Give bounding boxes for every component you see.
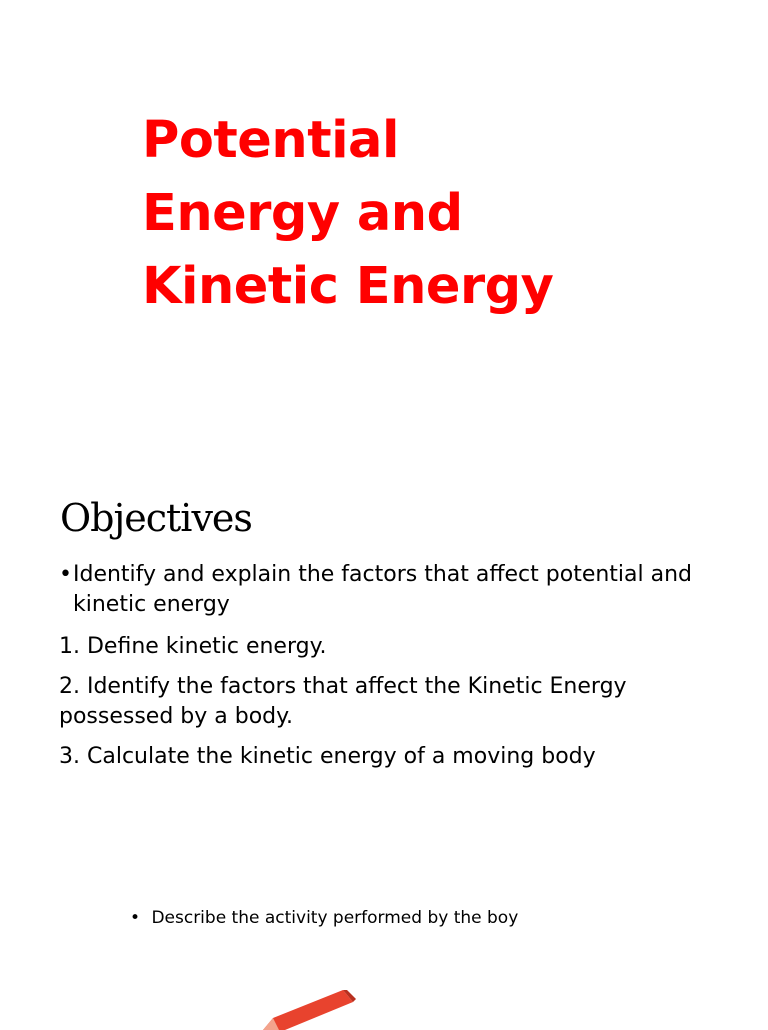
activity-bullet-text: Describe the activity performed by the boy <box>151 908 519 928</box>
objective-bullet-text: Identify and explain the factors that affect potential and kinetic energy <box>73 562 693 617</box>
activity-slide <box>0 850 768 1024</box>
title-line-3: Kinetic Energy <box>142 257 554 316</box>
objectives-list <box>59 560 699 782</box>
title-line-1: Potential <box>142 111 399 170</box>
objective-bullet <box>59 560 699 620</box>
objectives-slide <box>0 440 768 850</box>
pencil-icon <box>255 990 365 1030</box>
objectives-heading: Objectives <box>60 496 252 540</box>
objective-item-3: 3. Calculate the kinetic energy of a moving body <box>59 744 596 769</box>
activity-bullet <box>130 906 518 930</box>
bullet-dot-icon: • <box>130 908 141 928</box>
objective-item-1: 1. Define kinetic energy. <box>59 634 327 659</box>
objective-item-2: 2. Identify the factors that affect the Kinetic Energy possessed by a body. <box>59 674 627 729</box>
bullet-dot-icon: • <box>59 562 72 587</box>
pencil-body <box>263 990 353 1030</box>
title-slide <box>0 0 768 440</box>
slide-title <box>142 104 553 323</box>
title-line-2: Energy and <box>142 184 463 243</box>
